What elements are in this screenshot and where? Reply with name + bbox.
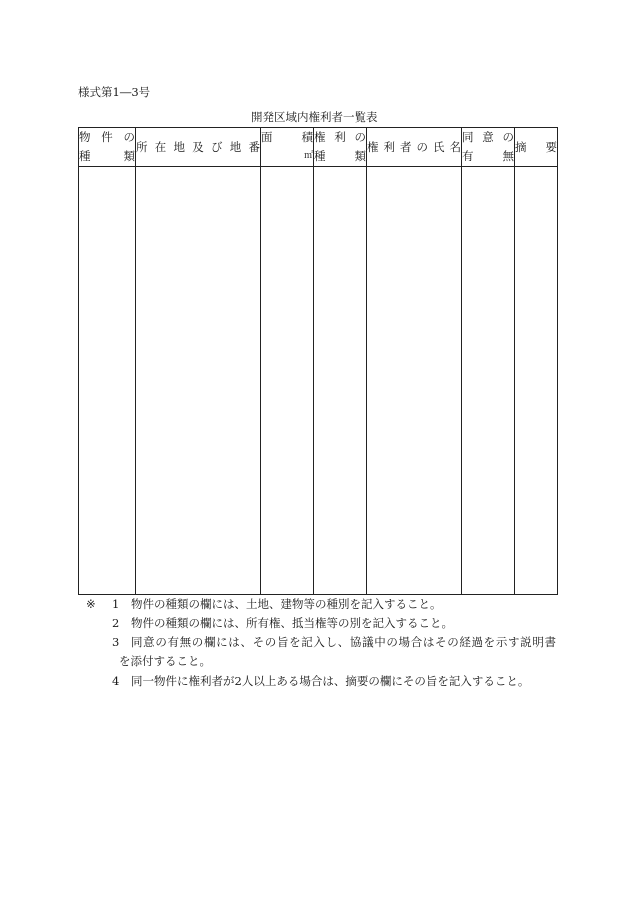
document-title: 開発区域内権利者一覧表 <box>251 110 378 124</box>
table-cell <box>515 167 558 595</box>
rights-holder-table <box>78 127 558 595</box>
header-line: 有無 <box>462 149 514 163</box>
header-label: 所在地及び地番 <box>136 139 260 154</box>
table-cell <box>136 167 261 595</box>
header-line: 同意の <box>462 130 514 144</box>
table-cell <box>314 167 367 595</box>
header-label: 摘要 <box>515 139 557 154</box>
header-line: 種類 <box>314 149 366 163</box>
table-cell <box>79 167 136 595</box>
header-line: 面積 <box>261 130 313 144</box>
note-number: 3 <box>112 635 120 649</box>
header-holder-name <box>367 128 462 167</box>
header-line: 種類 <box>79 149 135 163</box>
form-number: 様式第1―3号 <box>78 85 151 99</box>
table-cell <box>462 167 515 595</box>
table-cell <box>261 167 314 595</box>
table-header-row <box>79 128 558 167</box>
note-text-wrapper <box>131 635 556 649</box>
note-text: 同意の有無の欄には、その旨を記入し、協議中の場合はその経過を示す説明書 <box>131 635 556 649</box>
table-body-row <box>79 167 558 595</box>
note-text: 物件の種類の欄には、土地、建物等の種別を記入すること。 <box>131 597 442 611</box>
note-text: 物件の種類の欄には、所有権、抵当権等の別を記入すること。 <box>131 616 453 630</box>
header-label: 権利者の氏名 <box>367 139 461 154</box>
header-right-type <box>314 128 367 167</box>
table-cell <box>367 167 462 595</box>
area-unit: ㎡ <box>303 151 313 161</box>
header-property-type <box>79 128 136 167</box>
header-remarks <box>515 128 558 167</box>
header-line: 権利の <box>314 130 366 144</box>
header-line: 物件の <box>79 130 135 144</box>
note-mark: ※ <box>86 597 96 611</box>
header-location <box>136 128 261 167</box>
header-consent <box>462 128 515 167</box>
header-area <box>261 128 314 167</box>
note-continuation: を添付すること。 <box>119 654 211 668</box>
note-number: 1 <box>112 597 120 611</box>
note-number: 4 <box>112 674 120 688</box>
note-text: 同一物件に権利者が2人以上ある場合は、摘要の欄にその旨を記入すること。 <box>131 674 530 688</box>
note-number: 2 <box>112 616 120 630</box>
